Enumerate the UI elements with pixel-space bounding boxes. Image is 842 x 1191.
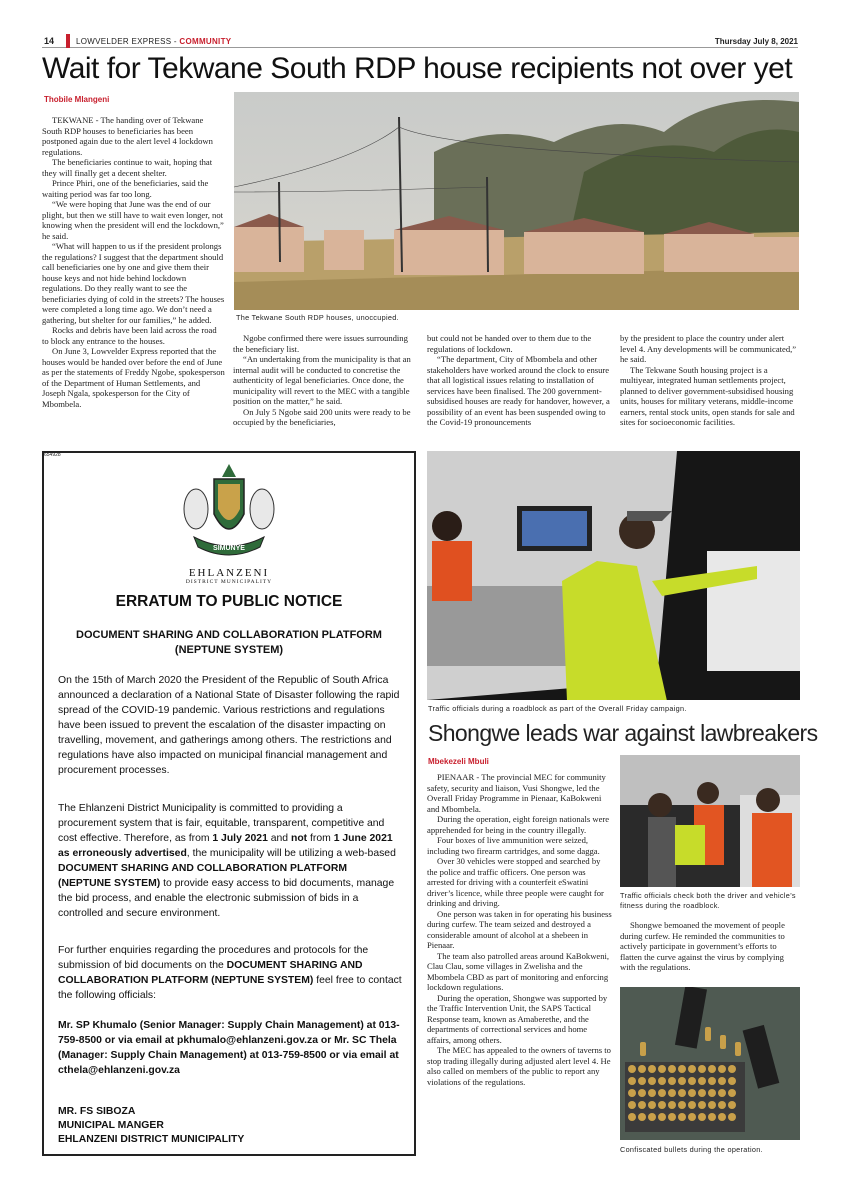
- rdp-houses-photo: [234, 92, 799, 310]
- signatory-name: MR. FS SIBOZA: [58, 1106, 136, 1117]
- page-number: 14: [44, 36, 55, 46]
- text-run: DOCUMENT SHARING AND COLLABORATION PLATFORM (NEPTUNE SYSTEM): [58, 960, 363, 986]
- paragraph: Four boxes of live ammunition were seized, including two firearm cartridges, and some dagga.: [427, 835, 600, 856]
- paragraph: Over 30 vehicles were stopped and searched by the police and traffic officers. One person was arrested for driving with a counterfeit eSwatini driver’s licence, while three people were caught for drinking and driving.: [427, 856, 604, 908]
- paragraph: by the president to place the country under alert level 4. Any developments will be communicated,” he said.: [620, 333, 797, 364]
- paragraph: During the operation, Shongwe was supported by the Traffic Intervention Unit, the SAPS Tactical Response team, known as Amaberethe, and the departments of correctional services and home affairs, among others.: [427, 992, 608, 1045]
- ad-reference: 654928: [44, 452, 61, 458]
- issue-date: Thursday July 8, 2021: [714, 37, 798, 46]
- article1-byline: Thobile Mlangeni: [44, 95, 110, 104]
- section-name: COMMUNITY: [179, 37, 232, 46]
- notice-paragraph-3: [58, 943, 402, 1003]
- publication-line: [76, 37, 231, 46]
- logo-org-sub: DISTRICT MUNICIPALITY: [185, 579, 273, 585]
- article1-col4: [620, 333, 800, 428]
- notice-title: ERRATUM TO PUBLIC NOTICE: [115, 593, 343, 610]
- section-marker: [66, 34, 70, 48]
- confiscated-bullets-photo: [620, 987, 800, 1140]
- text-run: DOCUMENT SHARING AND COLLABORATION PLATFORM (NEPTUNE SYSTEM): [58, 863, 347, 889]
- article1-headline: Wait for Tekwane South RDP house recipients not over yet: [42, 52, 793, 85]
- article2-col2: [620, 920, 800, 973]
- signatory-org: EHLANZENI DISTRICT MUNICIPALITY: [58, 1134, 245, 1145]
- paragraph: “An undertaking from the municipality is that an internal audit will be conducted to concretise the authenticity of legal beneficiaries. Once done, the municipality will revert to the MEC with a tangible position on the matter,” he said.: [233, 354, 411, 406]
- roadblock-photo: [427, 451, 800, 700]
- publication-separator: -: [171, 37, 180, 46]
- paragraph: The MEC has appealed to the owners of taverns to stop trading illegally during adjusted alert level 4. He also called on members of the public to report any violations of the regulations.: [427, 1045, 611, 1087]
- text-run: from: [307, 833, 334, 844]
- signatory-title: MUNICIPAL MANGER: [58, 1120, 164, 1131]
- paragraph: The beneficiaries continue to wait, hoping that they will finally get a decent shelter.: [42, 157, 213, 178]
- notice-subtitle: DOCUMENT SHARING AND COLLABORATION PLATFORM (NEPTUNE SYSTEM): [76, 629, 382, 656]
- article2-byline: Mbekezeli Mbuli: [428, 757, 489, 766]
- logo-banner-text: SIMUNYE: [213, 545, 245, 552]
- publication-name: LOWVELDER EXPRESS: [76, 37, 172, 46]
- paragraph: “We were hoping that June was the end of our plight, but then we still have to wait even longer, not knowing when the president will end the lockdown,” he said.: [42, 199, 224, 241]
- paragraph: Shongwe bemoaned the movement of people during curfew. He reminded the communities to actively participate in government’s efforts to flatten the curve against the virus by complying with the regulations.: [620, 920, 785, 972]
- paragraph: “The department, City of Mbombela and other stakeholders have worked around the clock to ensure that all logistical issues relating to installation of services have been finalised. The 200 government-subsidised houses are ready for handover, however, a possibility of an event has been suspended owing to the Covid-19 pronouncements: [427, 354, 610, 427]
- text-run: , the municipality will be utilizing a web-based: [186, 848, 396, 859]
- erratum-notice-ad: [42, 451, 416, 1156]
- municipality-crest-logo: [174, 459, 284, 569]
- paragraph: On June 3, Lowvelder Express reported that the houses would be handed over before the end of June as per the statements of Freddy Ngobe, spokesperson of the Department of Human Settlements, and Joseph Ngala, spokesperson for the City of Mbombela.: [42, 346, 225, 409]
- article1-col2: [233, 333, 418, 428]
- notice-paragraph-2: [58, 801, 402, 921]
- vehicle-check-photo: [620, 755, 800, 887]
- paragraph: “What will happen to us if the president prolongs the regulations? I suggest that the department should call beneficiaries one by one and give them their house keys and not hide behind lockdown regulations. Do they really want to see the beneficiaries dying of cold in the streets? The houses were completed a long time ago. We don’t need a gathering, but shelter for our families,” he added.: [42, 241, 225, 325]
- text-run: not: [290, 833, 308, 844]
- text-run: 1 July 2021: [212, 833, 268, 844]
- text-run: feel free to contact the following officials:: [58, 975, 402, 1001]
- notice-paragraph-1: On the 15th of March 2020 the President of the Republic of South Africa announced a declaration of a National State of Disaster following the rapid spread of the COVID-19 pandemic. Various restrictions and regulations have been issued to prevent the escalation of the disaster impacting on travelling, movement, and gatherings among others. The restrictions and regulations have also impacted on municipal financial management and procurement processes.: [58, 675, 400, 776]
- paragraph: PIENAAR - The provincial MEC for community safety, security and liaison, Vusi Shongwe, led the Overall Friday Programme in Pienaar, KaBokweni and Mbombela.: [427, 772, 606, 814]
- article1-col1: [42, 115, 225, 409]
- text-run: For further enquiries regarding the procedures and protocols for the submission of bid documents on the: [58, 945, 369, 971]
- paragraph: During the operation, eight foreign nationals were apprehended for being in the country illegally.: [427, 814, 610, 835]
- text-run: to provide easy access to bid documents, manage the bid process, and enable the electronic submission of bids in a controlled and secure environment.: [58, 878, 395, 919]
- paragraph: One person was taken in for operating his business during curfew. The team seized and destroyed a considerable amount of alcohol at a shebeen in Pienaar.: [427, 908, 612, 950]
- article2-headline: Shongwe leads war against lawbreakers: [428, 720, 818, 746]
- text-run: 1 June 2021 as erroneously advertised: [58, 833, 393, 859]
- roadblock-photo-caption: Traffic officials during a roadblock as part of the Overall Friday campaign.: [428, 704, 687, 713]
- article1-photo-caption: The Tekwane South RDP houses, unoccupied.: [236, 313, 399, 322]
- paragraph: Prince Phiri, one of the beneficiaries, said the waiting period was far too long.: [42, 178, 209, 199]
- paragraph: but could not be handed over to them due to the regulations of lockdown.: [427, 333, 592, 354]
- bullets-photo-caption: Confiscated bullets during the operation.: [620, 1145, 763, 1154]
- paragraph: The team also patrolled areas around KaBokweni, Clau Clau, some villages in Zwelisha and the Mbombela CBD as part of monitoring and enforcing lockdown regulations.: [427, 950, 610, 992]
- paragraph: On July 5 Ngobe said 200 units were ready to be occupied by the beneficiaries,: [233, 406, 411, 427]
- notice-contacts: Mr. SP Khumalo (Senior Manager: Supply Chain Management) at 013-759-8500 or via email at pkhumalo@ehlanzeni.gov.za or Mr. SC Thela (Manager: Supply Chain Management) at 013-759-8500 or via email at cthela@ehlanzeni.gov.za: [58, 1020, 400, 1076]
- article2-col1: [427, 772, 612, 1087]
- paragraph: Ngobe confirmed there were issues surrounding the beneficiary list.: [233, 333, 408, 354]
- paragraph: TEKWANE - The handing over of Tekwane South RDP houses to beneficiaries has been postponed again due to the alert level 4 lockdown regulations.: [42, 115, 213, 157]
- notice-signature: [58, 1105, 402, 1147]
- vehicle-check-photo-caption: Traffic officials check both the driver and vehicle’s fitness during the roadblock.: [620, 891, 796, 910]
- text-run: and: [267, 833, 291, 844]
- text-run: The Ehlanzeni District Municipality is committed to providing a procurement system that is fair, equitable, transparent, competitive and cost effective. Therefore, as from: [58, 803, 385, 844]
- paragraph: The Tekwane South housing project is a multiyear, integrated human settlements project, planned to deliver government-subsidised housing units, houses for military veterans, middle-income earners, rental stock units, open stands for sale and sites for socioeconomic facilities.: [620, 364, 795, 427]
- article1-col3: [427, 333, 612, 428]
- paragraph: Rocks and debris have been laid across the road to block any entrance to the houses.: [42, 325, 217, 346]
- logo-org-name: EHLANZENI: [188, 567, 270, 579]
